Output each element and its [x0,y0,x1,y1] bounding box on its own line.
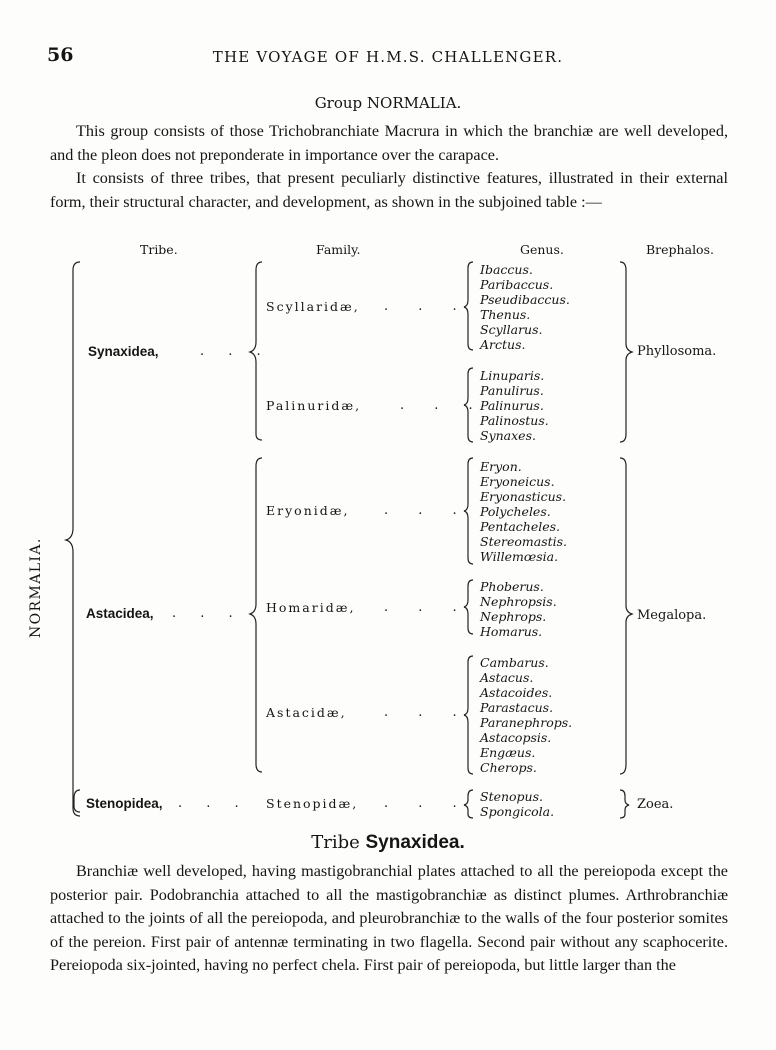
brephalos-megalopa: Megalopa. [637,608,707,623]
family-dots: . . . [384,796,470,811]
tribe-astacidea: Astacidea, [86,606,154,621]
column-header-tribe: Tribe. [140,242,178,257]
genus-item: Cambarus. [480,655,549,670]
genus-item: Arctus. [480,337,526,352]
family-palinuridae: Palinuridæ, [266,398,362,413]
stenopidea-brace [74,790,80,812]
genus-item: Pentacheles. [480,519,561,534]
family-dots: . . . [384,705,470,720]
brephalos-phyllosoma: Phyllosoma. [637,344,717,359]
tribe-synaxidea: Synaxidea, [88,344,159,359]
intro-paragraph-1: This group consists of those Trichobranchiate Macrura in which the branchiæ are well developed, and the pleon does not preponderate in importance over the carapace. [50,122,728,164]
tribe-stenopidea: Stenopidea, [86,796,163,811]
zoea-brace [620,790,629,818]
genus-item: Paribaccus. [480,277,554,292]
page-number: 56 [47,44,74,66]
tribe-dots: . . . [178,796,249,811]
brephalos-zoea: Zoea. [637,797,674,812]
family-eryonidae: Eryonidæ, [266,503,350,518]
genus-item: Eryonasticus. [480,489,567,504]
phyllosoma-brace [620,262,632,442]
column-header-brephalos: Brephalos. [646,242,714,257]
genus-item: Parastacus. [480,700,554,715]
genus-item: Nephrops. [480,609,547,624]
genus-item: Ibaccus. [480,262,533,277]
body-paragraph: Branchiæ well developed, having mastigobranchial plates attached to all the pereiopoda except the posterior pair. Podobranchia attached to all the mastigobranchiæ as distinct plumes. Arthrobranchiæ attached to the joints of all the pereiopoda, and pleurobranchiæ to the walls of the four posterior somites of the pereion. First pair of antennæ terminating in two flagella. Second pair without any scaphocerite. Pereiopoda six-jointed, having no perfect chela. First pair of pereiopoda, but little larger than the [50,862,728,974]
genus-item: Scyllarus. [480,322,543,337]
genus-item: Polycheles. [480,504,551,519]
genus-item: Astacopsis. [480,730,552,745]
genus-item: Phoberus. [480,579,544,594]
column-header-family: Family. [316,242,361,257]
intro-paragraph-2: It consists of three tribes, that present peculiarly distinctive features, illustrated in their external form, their structural character, and development, as shown in the subjoined table :— [50,169,728,211]
normalia-brace [66,262,80,816]
tribe-dots: . . . [172,606,243,621]
genus-item: Cherops. [480,760,537,775]
group-label-normalia: NORMALIA. [28,537,44,638]
astacidea-brace [250,458,262,772]
genus-item: Astacoides. [480,685,553,700]
family-scyllaridae: Scyllaridæ, [266,299,360,314]
genus-item: Eryoneicus. [480,474,555,489]
body-text [50,860,728,978]
group-heading: Group NORMALIA. [314,94,462,112]
family-dots: . . . [400,398,486,413]
running-head: THE VOYAGE OF H.M.S. CHALLENGER. [212,48,564,66]
genus-item: Palinostus. [480,413,549,428]
genus-item: Stereomastis. [480,534,568,549]
genus-item: Stenopus. [480,789,544,804]
genus-item: Spongicola. [480,804,555,819]
genus-item: Homarus. [480,624,543,639]
genus-list-palinuridae [480,368,549,443]
genus-list-eryonidae [480,459,567,564]
genus-list-stenopidae [480,789,554,819]
genus-item: Synaxes. [480,428,536,443]
tribe-heading [0,832,776,854]
genus-item: Astacus. [480,670,534,685]
genus-item: Paranephrops. [480,715,573,730]
genus-list-scyllaridae [480,262,570,352]
genus-item: Engæus. [480,745,536,760]
megalopa-brace [620,458,632,774]
tribe-dots: . . . [200,344,271,359]
family-dots: . . . [384,299,470,314]
genus-item: Eryon. [480,459,522,474]
genus-list-homaridae [480,579,557,639]
family-astacidae: Astacidæ, [266,705,347,720]
genus-item: Willemœsia. [480,549,559,564]
genus-item: Nephropsis. [480,594,557,609]
genus-item: Palinurus. [480,398,544,413]
family-homaridae: Homaridæ, [266,600,356,615]
column-header-genus: Genus. [520,242,564,257]
tribe-heading-name: Synaxidea. [365,832,465,853]
genus-item: Panulirus. [480,383,544,398]
family-dots: . . . [384,600,470,615]
family-stenopidae: Stenopidæ, [266,796,359,811]
genus-item: Linuparis. [480,368,545,383]
genus-item: Pseudibaccus. [480,292,570,307]
genus-item: Thenus. [480,307,531,322]
family-dots: . . . [384,503,470,518]
tribe-heading-prefix: Tribe [311,832,360,853]
genus-list-astacidae [480,655,572,775]
